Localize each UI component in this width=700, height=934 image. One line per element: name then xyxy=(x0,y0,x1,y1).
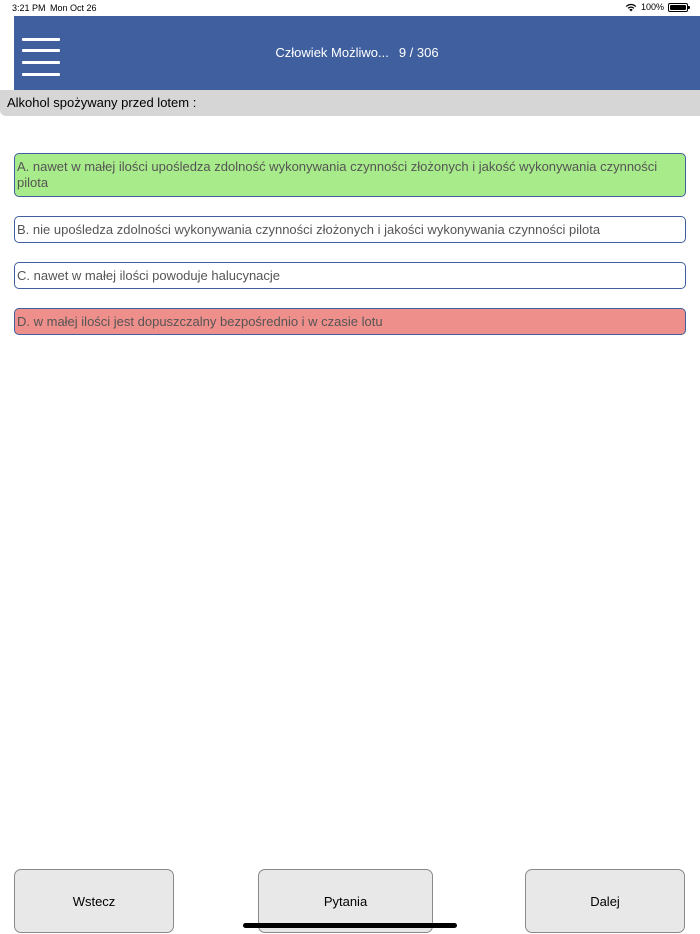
home-indicator[interactable] xyxy=(243,923,457,928)
answer-option-d[interactable]: D. w małej ilości jest dopuszczalny bezpośrednio i w czasie lotu xyxy=(14,308,686,335)
battery-percent: 100% xyxy=(640,2,664,12)
page-title xyxy=(14,45,700,60)
answer-option-c[interactable]: C. nawet w małej ilości powoduje halucynacje xyxy=(14,262,686,289)
status-bar xyxy=(0,0,700,16)
category-title: Człowiek Możliwo... xyxy=(275,45,389,60)
status-right xyxy=(625,2,688,12)
answer-list xyxy=(14,153,686,354)
next-button[interactable]: Dalej xyxy=(525,869,685,933)
question-counter: 9 / 306 xyxy=(398,45,439,60)
navigation-bar xyxy=(14,16,700,90)
answer-option-a[interactable]: A. nawet w małej ilości upośledza zdolność wykonywania czynności złożonych i jakość wykonywania czynności pilota xyxy=(14,153,686,197)
status-time: 3:21 PM xyxy=(12,3,46,13)
status-date: Mon Oct 26 xyxy=(50,3,97,13)
battery-icon xyxy=(668,3,688,12)
back-button[interactable]: Wstecz xyxy=(14,869,174,933)
wifi-icon xyxy=(625,3,637,12)
answer-option-b[interactable]: B. nie upośledza zdolności wykonywania czynności złożonych i jakości wykonywania czynności pilota xyxy=(14,216,686,243)
questions-button[interactable]: Pytania xyxy=(258,869,433,933)
question-text: Alkohol spożywany przed lotem : xyxy=(0,90,700,116)
